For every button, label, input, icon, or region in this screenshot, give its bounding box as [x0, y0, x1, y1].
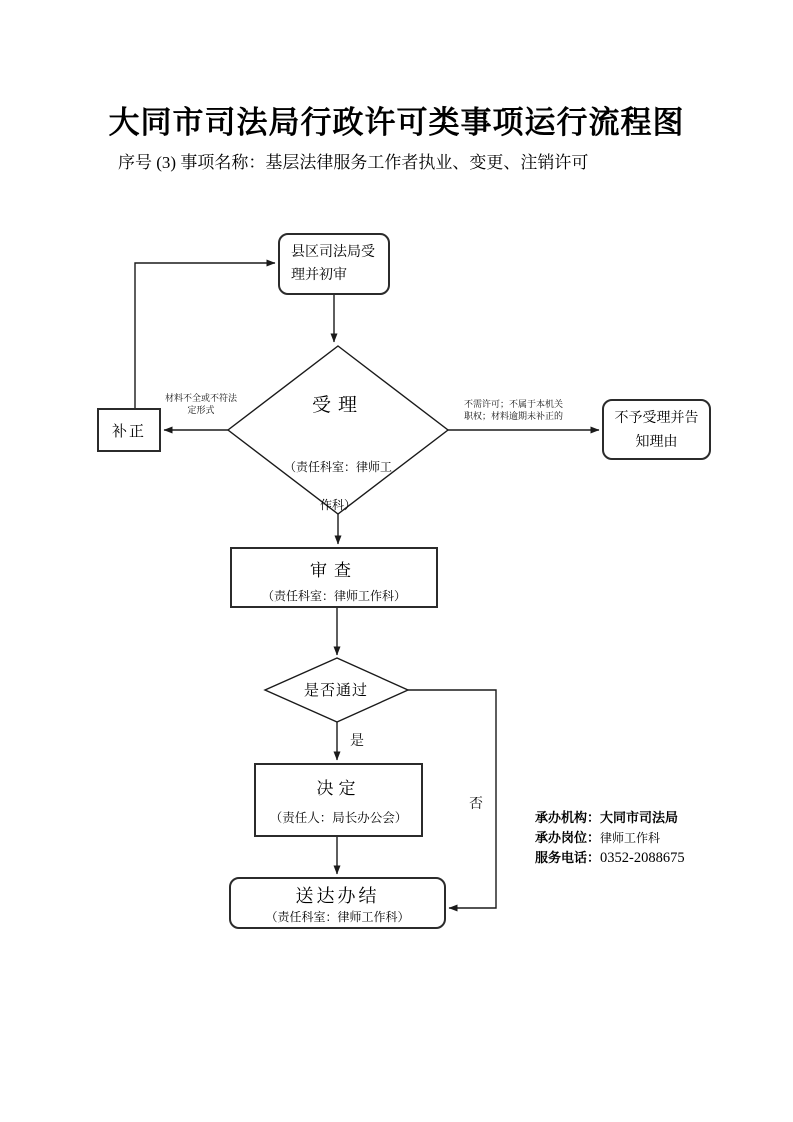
edge-label-to-supplement: 材料不全或不符法定形式 [164, 393, 237, 416]
footer-position-row [535, 828, 765, 849]
node-review-label: 审查 [310, 561, 358, 580]
node-delivery [229, 877, 446, 929]
node-county-intake [278, 233, 390, 295]
page-subtitle: 序号 (3) 事项名称：基层法律服务工作者执业、变更、注销许可 [118, 153, 589, 172]
edge-label-to-reject: 不需许可；不属于本机关职权；材料逾期未补正的 [464, 399, 564, 422]
footer-phone-value: 0352-2088675 [600, 850, 685, 866]
node-delivery-sublabel: （责任科室：律师工作科） [265, 910, 410, 924]
node-passcheck-label: 是否通过 [303, 682, 368, 699]
footer-position-label: 承办岗位： [535, 829, 601, 845]
footer-phone-row [535, 848, 765, 869]
footer-agency-value: 大同市司法局 [600, 810, 679, 825]
node-decision-sublabel: （责任人：局长办公会） [269, 811, 408, 825]
node-accept-sublabel: （责任科室：律师工作科） [283, 460, 392, 512]
node-decision-label: 决定 [316, 779, 361, 798]
node-reject-label: 不予受理并告知理由 [614, 408, 699, 449]
footer-phone-label: 服务电话： [535, 850, 601, 865]
node-review [230, 547, 438, 608]
node-decision [254, 763, 423, 837]
node-supplement [97, 408, 161, 452]
edge-label-yes: 是 [350, 732, 364, 748]
footer-contact-info [535, 808, 765, 869]
footer-agency-row [535, 808, 765, 828]
footer-agency-label: 承办机构： [535, 810, 601, 825]
node-delivery-label: 送达办结 [295, 886, 380, 906]
node-county-intake-label: 县区司法局受理并初审 [291, 243, 375, 283]
arrow-supplement-loop-to-intake [135, 263, 275, 408]
node-supplement-label: 补正 [111, 422, 146, 440]
page-title: 大同市司法局行政许可类事项运行流程图 [108, 105, 685, 140]
edge-label-no: 否 [469, 795, 483, 811]
node-reject [602, 399, 711, 460]
node-accept-label: 受理 [311, 395, 364, 416]
footer-position-value: 律师工作科 [600, 830, 661, 845]
node-review-sublabel: （责任科室：律师工作科） [261, 589, 406, 603]
